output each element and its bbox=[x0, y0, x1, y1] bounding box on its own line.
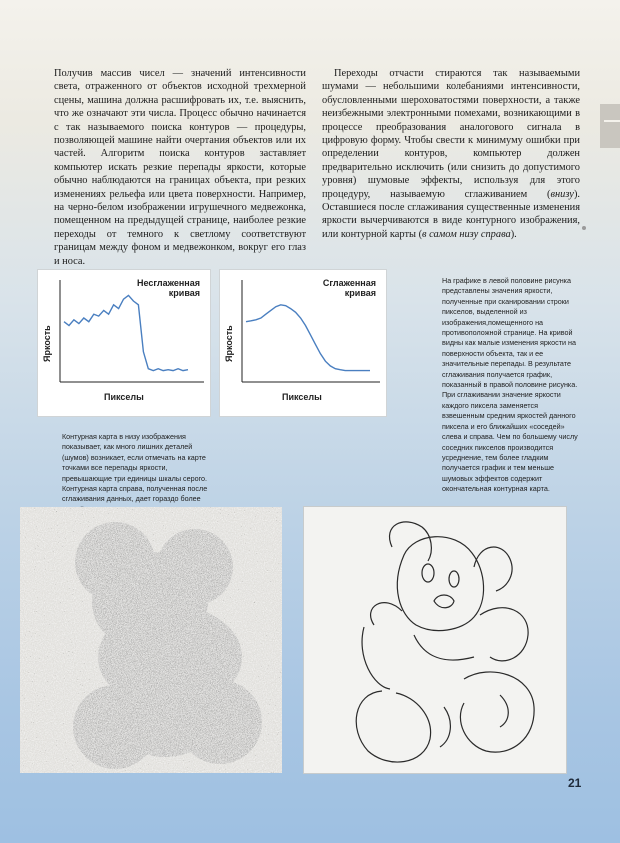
chart-unsmoothed-ylabel: Яркость bbox=[42, 325, 52, 362]
chapter-tab bbox=[600, 104, 620, 148]
chart-smoothed-ylabel: Яркость bbox=[224, 325, 234, 362]
bear-body bbox=[362, 603, 402, 689]
caption-graphs: На графике в левой половине рисунка представлены значения яркости, полученные при сканировании строки пикселов, выделенной из изображения,помещенного на противоположной странице. На кривой видны как малые изменения яркости на поверхности объекта, так и ее значительные перепады. В результате сглаживания получается график, показанный в правой половине рисунка. При сглаживании значение яркости каждого пиксела заменяется взвешенным средним яркостей данного пиксела и его ближайших «соседей» слева и справа. Чем по большему числу соседних пикселов производится усреднение, тем более гладким получается график и тем меньше шумовых эффектов содержит окончательная контурная карта. bbox=[442, 276, 578, 494]
bear-right-arm bbox=[480, 608, 528, 661]
unsmoothed-brightness-line bbox=[64, 295, 188, 370]
noisy-contour-map-image bbox=[20, 507, 282, 773]
body-text-right-1: Переходы отчасти стираются так называемыми шумами — небольшими колебаниями интенсивности, обусловленными шероховатостями поверхности, а также неизбежными электронными помехами, возникающими в процессе преобразования аналогового сигнала в цифровую форму. Чтобы свести к минимуму ошибки при определении контуров, компьютер должен предварительно исключить (или снизить до допустимого уровня) шумовые эффекты, используя для этого процедуру, называемую сглаживанием ( bbox=[322, 68, 580, 200]
smoothed-contour-map-image bbox=[304, 507, 566, 773]
body-text-left: Получив массив чисел — значений интенсивности света, отраженного от объектов исходной трехмерной сцены, машина должна расшифровать их, т.е. выяснить, что же означают эти числа. Процесс обычно начинается с так называемого поиска контуров — процедуры, позволяющей машине найти очертания объектов или их частей. Алгоритм поиска контуров заставляет компьютер искать резкие перепады яркости, которые обычно наблюдаются на границах объекта, при резких изменениях рельефа или цвета поверхности. Например, на черно-белом изображении игрушечного медвежонка, помещенном на предыдущей странице, наиболее резкие переходы от темного к светлому соответствуют границам между фоном и медвежонком, вокруг его глаз и носа. bbox=[54, 68, 306, 267]
body-text-right-3: ). bbox=[510, 228, 517, 240]
body-text-right-2: ). Оставшиеся после сглаживания существенные изменения яркости вычерчиваются в виде контурного изображения, или контурной карты ( bbox=[322, 188, 580, 240]
bear-head bbox=[397, 537, 483, 631]
bear-belly bbox=[414, 635, 474, 660]
bear-inner-detail bbox=[440, 695, 508, 747]
chart-unsmoothed-xlabel: Пикселы bbox=[104, 392, 144, 402]
smoothed-contour-map-svg bbox=[304, 507, 566, 773]
noisy-contour-map-svg bbox=[20, 507, 282, 773]
chapter-tab-marker bbox=[604, 120, 620, 122]
caption-contour-maps: Контурная карта в низу изображения показывает, как много лишних деталей (шумов) возникает, если отмечать на карте точками все перепады яркости, превышающие три единицы шкалы серого. Контурная карта справа, полученная после сглаживания данных, дает гораздо более bbox=[62, 432, 208, 504]
chart-smoothed bbox=[220, 270, 386, 416]
bear-left-ear bbox=[389, 522, 431, 561]
body-text-right-emphasis-1: внизу bbox=[550, 188, 574, 200]
bear-eye-left bbox=[422, 564, 434, 582]
body-text-left-column bbox=[54, 67, 306, 268]
chart-unsmoothed bbox=[38, 270, 210, 416]
chart-smoothed-title: Сглаженная кривая bbox=[322, 278, 376, 298]
chart-smoothed-xlabel: Пикселы bbox=[282, 392, 322, 402]
page-number: 21 bbox=[568, 776, 582, 790]
bear-eye-right bbox=[449, 571, 459, 587]
bear-right-ear bbox=[474, 547, 512, 591]
bear-right-leg bbox=[460, 672, 534, 752]
margin-dot bbox=[582, 226, 586, 230]
smoothed-brightness-line bbox=[246, 305, 370, 371]
body-text-right-column bbox=[322, 67, 580, 241]
body-text-right-emphasis-2: в самом низу справа bbox=[422, 228, 511, 240]
chart-unsmoothed-title: Несглаженная кривая bbox=[136, 278, 200, 298]
bear-nose bbox=[434, 595, 454, 608]
bear-left-leg bbox=[356, 691, 430, 762]
